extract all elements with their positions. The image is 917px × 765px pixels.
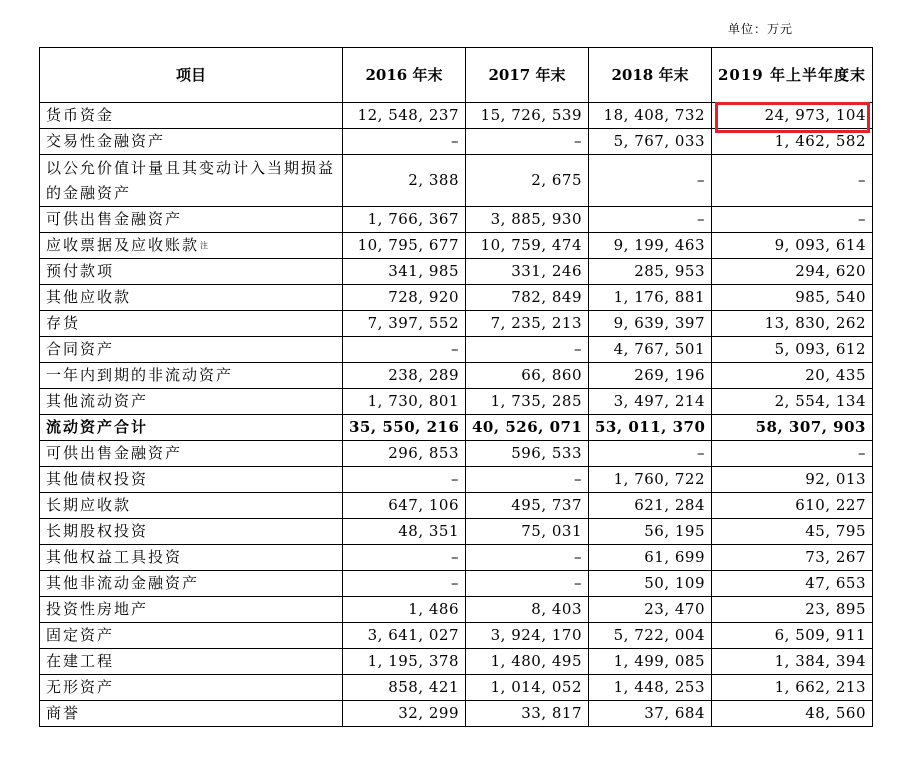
value-cell: 7, 235, 213: [466, 311, 589, 337]
value-cell: 35, 550, 216: [343, 415, 466, 441]
value-cell: 66, 860: [466, 363, 589, 389]
value-cell: 1, 195, 378: [343, 649, 466, 675]
row-label-text: 固定资产: [46, 626, 115, 644]
value-cell: –: [343, 571, 466, 597]
row-label-text: 其他债权投资: [46, 470, 149, 488]
value-cell: 7, 397, 552: [343, 311, 466, 337]
value-cell: –: [589, 207, 712, 233]
row-label: [40, 441, 343, 467]
value-cell: –: [466, 467, 589, 493]
value-cell: –: [712, 207, 873, 233]
value-cell: 92, 013: [712, 467, 873, 493]
value-cell: 495, 737: [466, 493, 589, 519]
value-cell: –: [466, 545, 589, 571]
value-cell: 728, 920: [343, 285, 466, 311]
value-cell: 1, 384, 394: [712, 649, 873, 675]
row-label: [40, 701, 343, 727]
row-label: [40, 519, 343, 545]
column-header-2017: 2017 年末: [466, 48, 589, 103]
value-cell: 4, 767, 501: [589, 337, 712, 363]
row-label: [40, 207, 343, 233]
table-row: [40, 623, 873, 649]
row-label: [40, 103, 343, 129]
row-label-text: 可供出售金融资产: [46, 444, 183, 462]
value-cell: 1, 735, 285: [466, 389, 589, 415]
row-label-text: 流动资产合计: [46, 418, 149, 436]
value-cell: –: [343, 337, 466, 363]
value-cell: 18, 408, 732: [589, 103, 712, 129]
row-label: [40, 623, 343, 649]
value-cell: 12, 548, 237: [343, 103, 466, 129]
value-cell: 15, 726, 539: [466, 103, 589, 129]
value-cell: 53, 011, 370: [589, 415, 712, 441]
row-label-text: 一年内到期的非流动资产: [46, 366, 234, 384]
value-cell: 48, 351: [343, 519, 466, 545]
value-cell: 238, 289: [343, 363, 466, 389]
row-label-text: 无形资产: [46, 678, 115, 696]
table-row: [40, 649, 873, 675]
table-row: [40, 129, 873, 155]
row-label-text: 在建工程: [46, 652, 115, 670]
row-label: [40, 649, 343, 675]
row-label: [40, 337, 343, 363]
value-cell: 6, 509, 911: [712, 623, 873, 649]
row-label: [40, 467, 343, 493]
value-cell: 8, 403: [466, 597, 589, 623]
value-cell: –: [589, 441, 712, 467]
value-cell: 296, 853: [343, 441, 466, 467]
value-cell: 56, 195: [589, 519, 712, 545]
footnote-marker: 注: [200, 241, 211, 250]
table-row: [40, 285, 873, 311]
value-cell: 33, 817: [466, 701, 589, 727]
value-cell: 10, 759, 474: [466, 233, 589, 259]
value-cell: 48, 560: [712, 701, 873, 727]
row-label-text: 其他应收款: [46, 288, 132, 306]
value-cell: 331, 246: [466, 259, 589, 285]
value-cell: 341, 985: [343, 259, 466, 285]
value-cell: 858, 421: [343, 675, 466, 701]
value-cell: 58, 307, 903: [712, 415, 873, 441]
value-cell: –: [466, 337, 589, 363]
table-row: [40, 363, 873, 389]
column-header-2018: 2018 年末: [589, 48, 712, 103]
column-header-2019h1: 2019 年上半年度末: [712, 48, 873, 103]
value-cell: 285, 953: [589, 259, 712, 285]
value-cell: 782, 849: [466, 285, 589, 311]
value-cell: –: [466, 571, 589, 597]
balance-sheet-table: [39, 47, 873, 727]
value-cell: –: [343, 467, 466, 493]
row-label-text: 其他权益工具投资: [46, 548, 183, 566]
row-label: [40, 675, 343, 701]
row-label-text: 可供出售金融资产: [46, 210, 183, 228]
table-row: [40, 545, 873, 571]
value-cell: –: [343, 129, 466, 155]
value-cell: –: [589, 155, 712, 207]
row-label: [40, 363, 343, 389]
value-cell: 23, 470: [589, 597, 712, 623]
value-cell: 1, 462, 582: [712, 129, 873, 155]
value-cell: 37, 684: [589, 701, 712, 727]
row-label-text: 长期股权投资: [46, 522, 149, 540]
table-row: [40, 415, 873, 441]
row-label-text: 投资性房地产: [46, 600, 149, 618]
value-cell: 23, 895: [712, 597, 873, 623]
value-cell: 50, 109: [589, 571, 712, 597]
table-row: [40, 701, 873, 727]
value-cell: 24, 973, 104: [712, 103, 873, 129]
value-cell: 5, 722, 004: [589, 623, 712, 649]
value-cell: –: [712, 155, 873, 207]
value-cell: 20, 435: [712, 363, 873, 389]
value-cell: 1, 760, 722: [589, 467, 712, 493]
row-label: [40, 415, 343, 441]
value-cell: 269, 196: [589, 363, 712, 389]
row-label: [40, 571, 343, 597]
value-cell: 47, 653: [712, 571, 873, 597]
row-label-text: 应收票据及应收账款: [46, 236, 200, 254]
row-label: [40, 311, 343, 337]
row-label-text: 交易性金融资产: [46, 132, 166, 150]
value-cell: –: [343, 545, 466, 571]
row-label: [40, 285, 343, 311]
value-cell: 10, 795, 677: [343, 233, 466, 259]
row-label: [40, 545, 343, 571]
value-cell: 621, 284: [589, 493, 712, 519]
row-label: [40, 155, 343, 207]
value-cell: 610, 227: [712, 493, 873, 519]
row-label: [40, 233, 343, 259]
value-cell: 1, 480, 495: [466, 649, 589, 675]
value-cell: 1, 499, 085: [589, 649, 712, 675]
row-label: [40, 129, 343, 155]
table-header-row: [40, 48, 873, 103]
table-row: [40, 103, 873, 129]
row-label-text: 长期应收款: [46, 496, 132, 514]
row-label: [40, 389, 343, 415]
value-cell: 75, 031: [466, 519, 589, 545]
table-row: [40, 233, 873, 259]
column-header-2016: 2016 年末: [343, 48, 466, 103]
table-row: [40, 571, 873, 597]
row-label: [40, 493, 343, 519]
value-cell: 3, 641, 027: [343, 623, 466, 649]
row-label-text: 商誉: [46, 704, 81, 722]
value-cell: 2, 388: [343, 155, 466, 207]
table-row: [40, 389, 873, 415]
value-cell: 647, 106: [343, 493, 466, 519]
table-row: [40, 441, 873, 467]
table-row: [40, 337, 873, 363]
value-cell: 1, 014, 052: [466, 675, 589, 701]
row-label-text: 存货: [46, 314, 81, 332]
value-cell: 9, 199, 463: [589, 233, 712, 259]
value-cell: 1, 662, 213: [712, 675, 873, 701]
value-cell: 294, 620: [712, 259, 873, 285]
table-row: [40, 493, 873, 519]
table-row: [40, 675, 873, 701]
row-label: [40, 259, 343, 285]
table-row: [40, 597, 873, 623]
row-label-text: 预付款项: [46, 262, 115, 280]
value-cell: 2, 675: [466, 155, 589, 207]
row-label-text: 合同资产: [46, 340, 115, 358]
table-row: [40, 207, 873, 233]
value-cell: 5, 093, 612: [712, 337, 873, 363]
value-cell: 61, 699: [589, 545, 712, 571]
row-label-text: 以公允价值计量且其变动计入当期损益的金融资产: [46, 158, 336, 202]
table-row: [40, 467, 873, 493]
unit-label: 单位：万元: [728, 22, 794, 36]
table-row: [40, 259, 873, 285]
column-header-item: 项目: [40, 48, 343, 103]
row-label-text: 其他流动资产: [46, 392, 149, 410]
table-row: [40, 155, 873, 207]
value-cell: 40, 526, 071: [466, 415, 589, 441]
value-cell: 9, 093, 614: [712, 233, 873, 259]
table-row: [40, 311, 873, 337]
value-cell: 1, 176, 881: [589, 285, 712, 311]
value-cell: 3, 885, 930: [466, 207, 589, 233]
value-cell: –: [712, 441, 873, 467]
value-cell: 985, 540: [712, 285, 873, 311]
value-cell: 3, 924, 170: [466, 623, 589, 649]
value-cell: 596, 533: [466, 441, 589, 467]
table-row: [40, 519, 873, 545]
value-cell: –: [466, 129, 589, 155]
value-cell: 32, 299: [343, 701, 466, 727]
row-label-text: 货币资金: [46, 106, 115, 124]
value-cell: 13, 830, 262: [712, 311, 873, 337]
value-cell: 1, 486: [343, 597, 466, 623]
value-cell: 1, 448, 253: [589, 675, 712, 701]
row-label: [40, 597, 343, 623]
value-cell: 1, 730, 801: [343, 389, 466, 415]
value-cell: 45, 795: [712, 519, 873, 545]
value-cell: 1, 766, 367: [343, 207, 466, 233]
value-cell: 5, 767, 033: [589, 129, 712, 155]
row-label-text: 其他非流动金融资产: [46, 574, 200, 592]
value-cell: 3, 497, 214: [589, 389, 712, 415]
value-cell: 2, 554, 134: [712, 389, 873, 415]
value-cell: 73, 267: [712, 545, 873, 571]
value-cell: 9, 639, 397: [589, 311, 712, 337]
